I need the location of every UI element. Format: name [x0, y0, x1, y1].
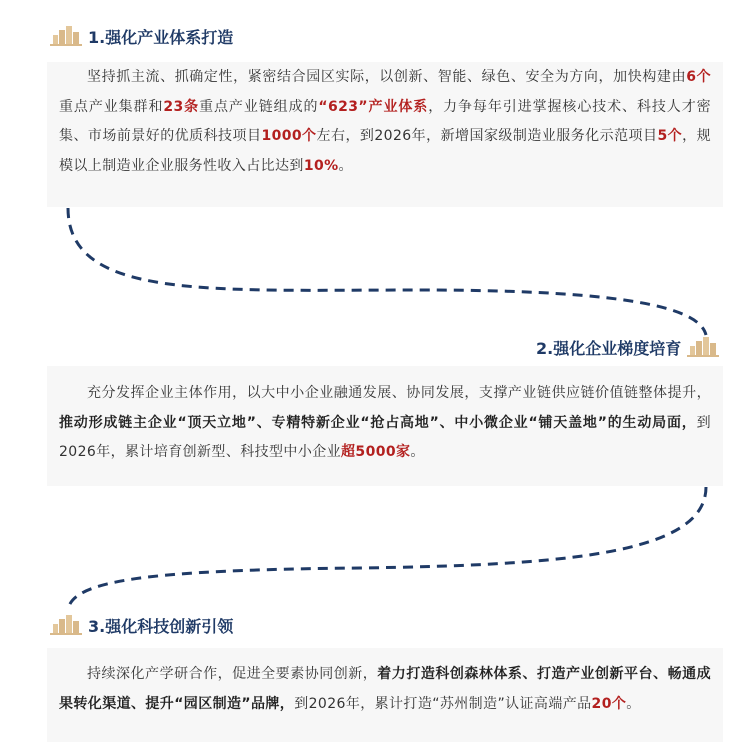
body-text: 。: [338, 157, 353, 174]
body-text: 。: [410, 444, 425, 460]
highlight-number: 1000个: [261, 128, 317, 144]
body-text: 。: [626, 695, 641, 712]
highlight-number: “623”产业体系: [318, 98, 429, 115]
body-text: 左右，到2026年，新增国家级制造业服务化示范项目: [316, 128, 658, 144]
highlight-number: 10%: [303, 157, 339, 174]
body-text: 重点产业链组成的: [199, 98, 319, 115]
highlight-number: 20个: [591, 695, 627, 712]
section-2-card: [47, 366, 723, 486]
section-3-title: 3.强化科技创新引领: [88, 616, 234, 636]
body-text: 持续深化产学研合作，促进全要素协同创新，: [87, 666, 378, 682]
section-1-title: 1.强化产业体系打造: [88, 27, 234, 47]
section-2-title-row: [536, 335, 719, 359]
emphasis-text: 着力打造科创森林体系、打造产业创新平台、畅通成果转化渠道、提升“园区制造”品牌，: [59, 666, 712, 712]
section-3-paragraph: [59, 660, 711, 719]
section-1-paragraph: [59, 63, 711, 181]
highlight-number: 超5000家: [341, 444, 411, 460]
body-text: ，力争每年引进掌握核心技术、科技人才密集、市场前景好的优质科技项目: [59, 98, 712, 144]
emphasis-text: 推动形成链主企业“顶天立地”、专精特新企业“抢占高地”、中小微企业“铺天盖地”的生动局面，: [59, 414, 697, 431]
section-3-card: [47, 648, 723, 742]
section-2-paragraph: [59, 379, 711, 468]
section-1-card: [47, 62, 723, 207]
section-1-title-row: [50, 24, 233, 48]
building-icon: [687, 337, 719, 357]
body-text: 坚持抓主流、抓确定性，紧密结合园区实际，以创新、智能、绿色、安全为方向，加快构建由: [87, 69, 687, 85]
body-text: 重点产业集群和: [59, 98, 164, 115]
body-text: 充分发挥企业主体作用，以大中小企业融通发展、协同发展，支撑产业链供应链价值链整体提升，: [87, 385, 711, 401]
section-2-title: 2.强化企业梯度培育: [536, 338, 682, 358]
highlight-number: 6个: [686, 69, 711, 85]
body-text: 到2026年，累计打造“苏州制造”认证高端产品: [294, 695, 592, 712]
building-icon: [50, 615, 82, 635]
building-icon: [50, 26, 82, 46]
highlight-number: 23条: [163, 98, 200, 115]
section-3-title-row: [50, 613, 233, 637]
highlight-number: 5个: [657, 128, 683, 144]
body-text: 到2026年，累计培育创新型、科技型中小企业: [59, 414, 711, 460]
body-text: ，规模以上制造业企业服务性收入占比达到: [59, 128, 711, 174]
